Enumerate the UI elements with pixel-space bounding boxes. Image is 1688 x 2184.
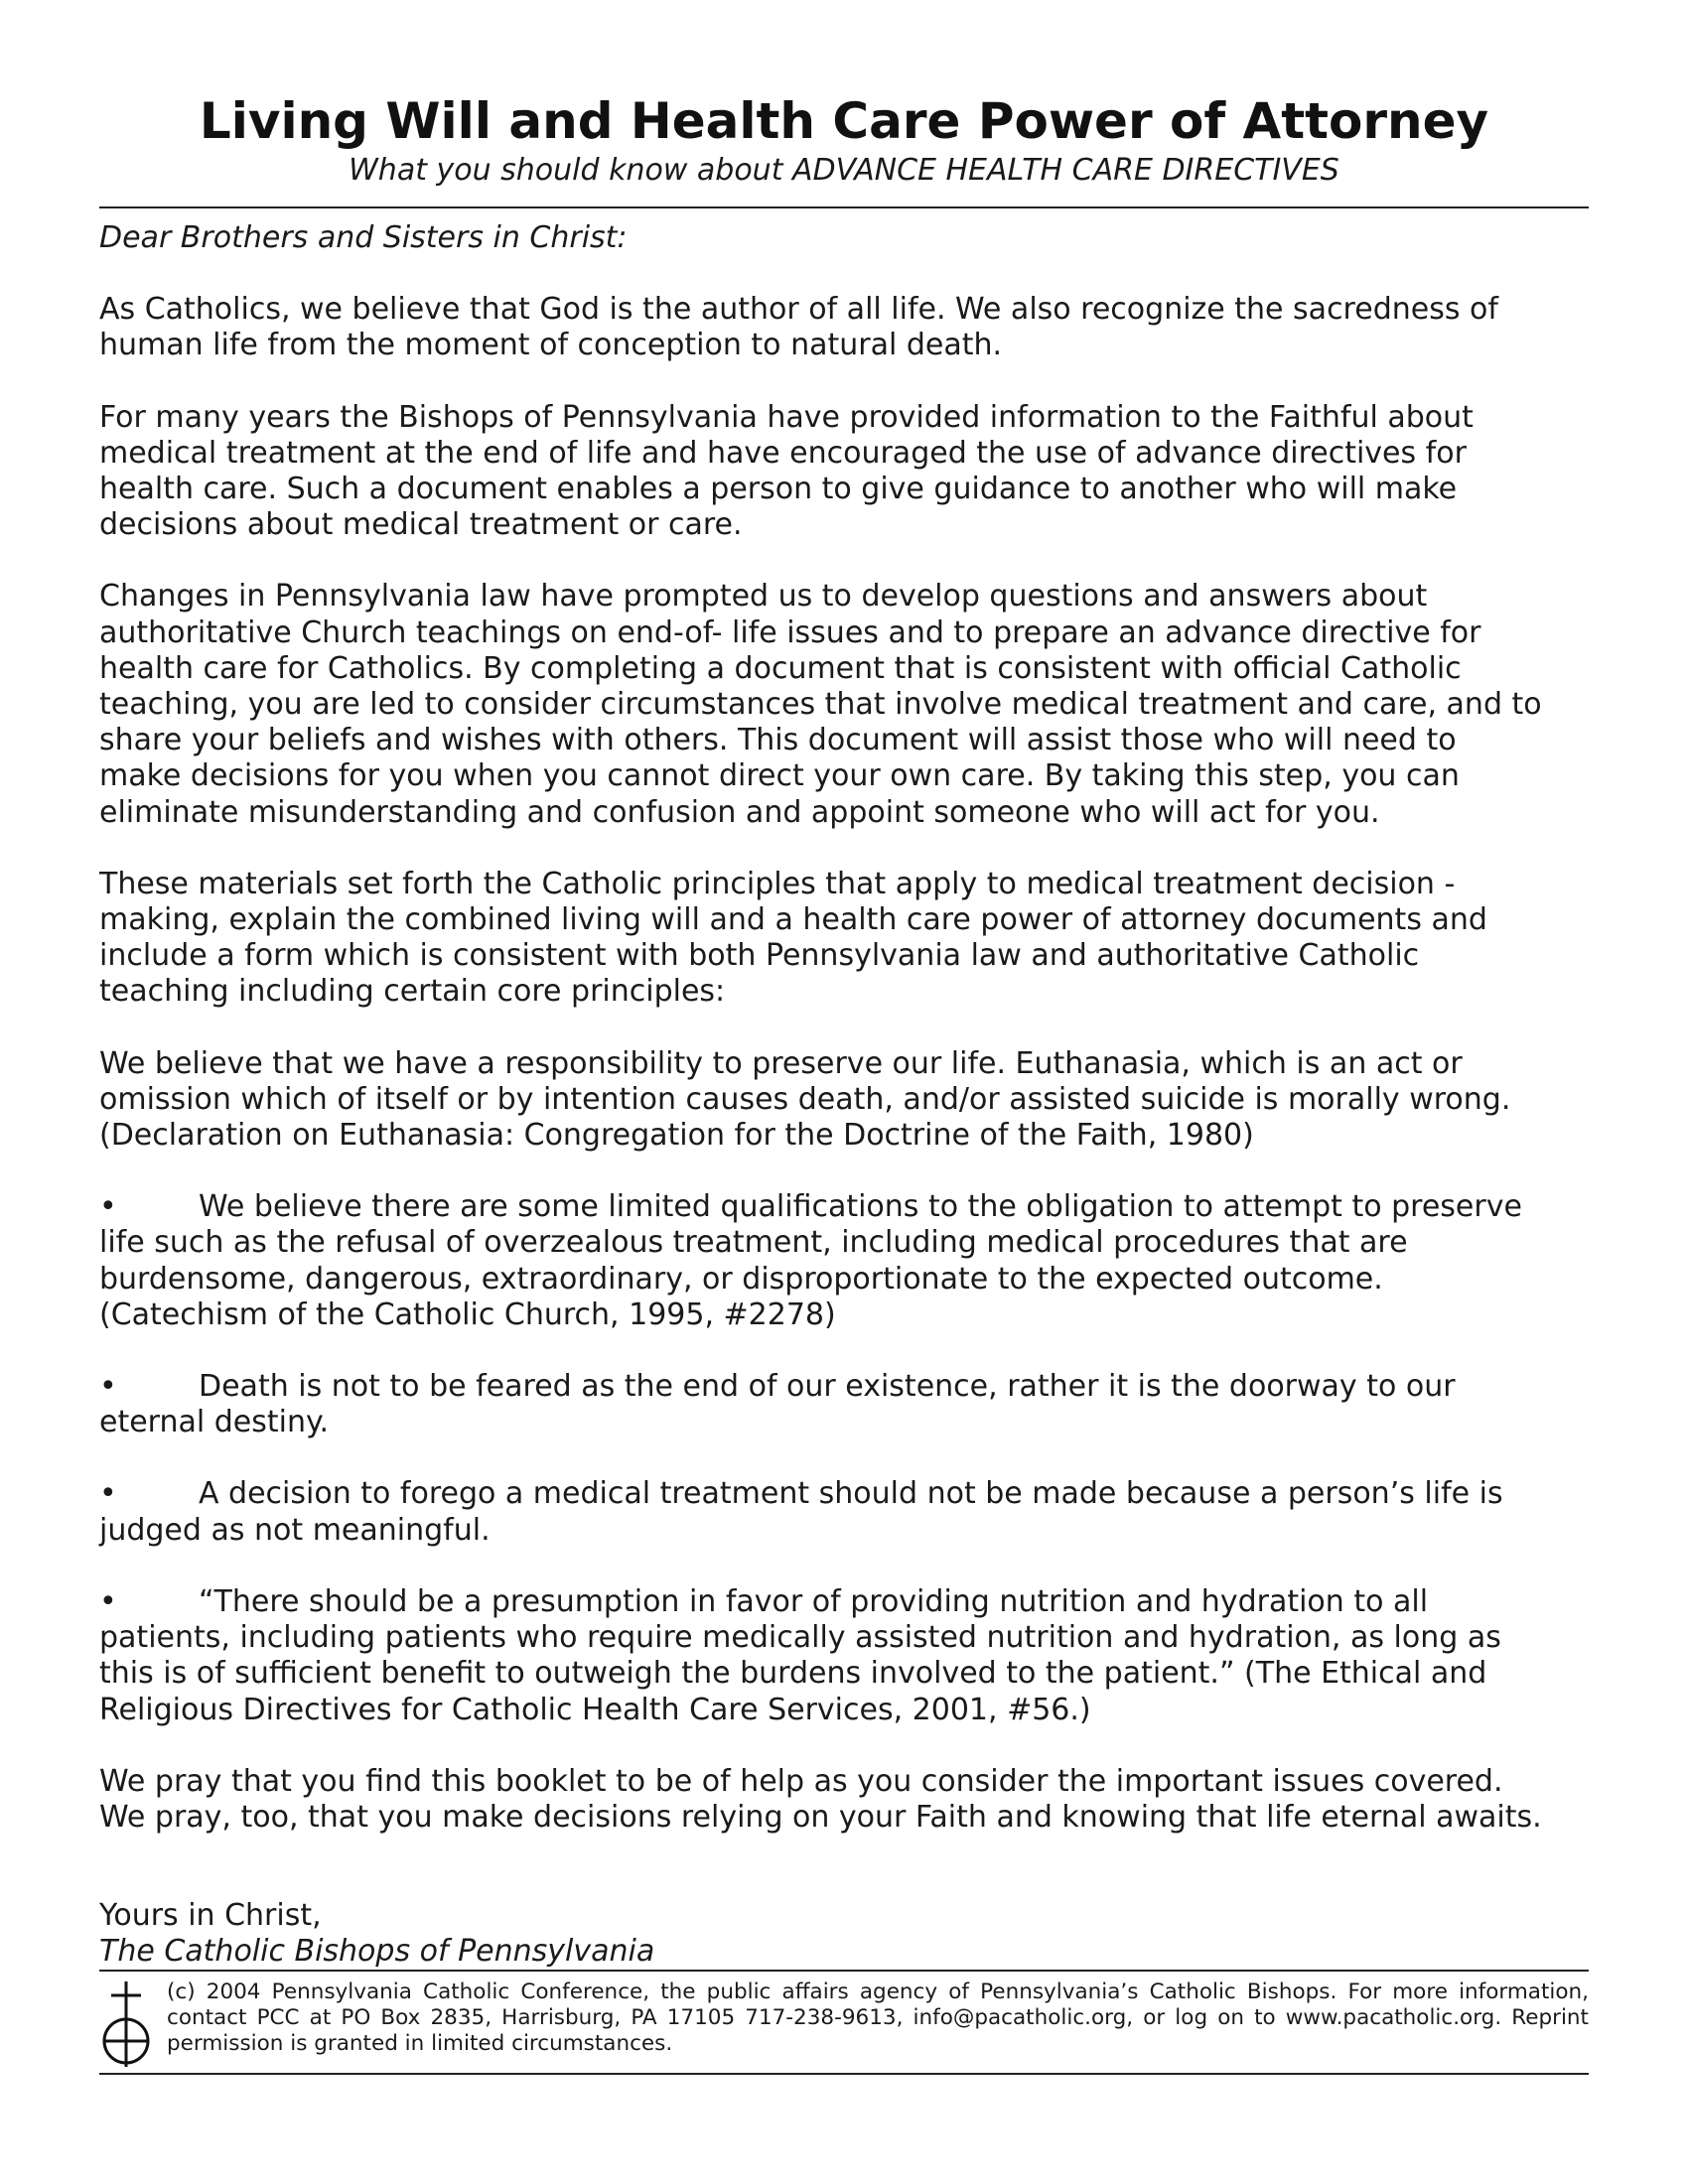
paragraph: As Catholics, we believe that God is the author of all life. We also recognize the sacredness of human life from the moment of conception to natural death. [99, 292, 1498, 363]
page-title: Living Will and Health Care Power of Attorney [199, 92, 1489, 150]
paragraph: For many years the Bishops of Pennsylvania have provided information to the Faithful about medical treatment at the end of life and have encouraged the use of advance directives for health care. Such a document enables a person to give guidance to another who will make decisions about medical treatment or care. [99, 399, 1474, 543]
bullet-marker: • [99, 1369, 117, 1405]
bullet-text: “There should be a presumption in favor of providing nutrition and hydration to all patients, including patients who require medically assisted nutrition and hydration, as long as this is of sufficient benefit to outweigh the burdens involved to the patient.” (The Ethical and Religious Directives for Catholic Health Care Services, 2001, #56.) [99, 1583, 1501, 1727]
page-subtitle: What you should know about ADVANCE HEALTH CARE DIRECTIVES [349, 153, 1339, 188]
paragraph: We believe that we have a responsibility to preserve our life. Euthanasia, which is an act or omission which of itself or by intention causes death, and/or assisted suicide is morally wrong. (Declaration on Euthanasia: Congregation for the Doctrine of the Faith, 1980) [99, 1045, 1511, 1154]
footer-copyright: (c) 2004 Pennsylvania Catholic Conference, the public affairs agency of Pennsylvania’s Catholic Bishops. For more information, contact PCC at PO Box 2835, Harrisburg, PA 17105 717-238-9613, info@pacatholic.org, or log on to www.pacatholic.org. Reprint permission is granted in limited circumstances. [167, 1979, 1589, 2056]
bullet-marker: • [99, 1189, 117, 1225]
cross-over-globe-icon [99, 1979, 153, 2069]
closing-block [99, 1898, 1589, 1970]
letter-body [99, 220, 1589, 1871]
bullet-marker: • [99, 1476, 117, 1512]
header-divider [99, 206, 1589, 208]
bullet-text: A decision to forego a medical treatment should not be made because a person’s life is judged as not meaningful. [99, 1476, 1503, 1548]
paragraph: Changes in Pennsylvania law have prompted us to develop questions and answers about authoritative Church teachings on end-of- life issues and to prepare an advance directive for health care for Catholics. By completing a document that is consistent with official Catholic teaching, you are led to consider circumstances that involve medical treatment and care, and to share your beliefs and wishes with others. This document will assist those who will need to make decisions for you when you cannot direct your own care. By taking this step, you can eliminate misunderstanding and confusion and appoint someone who will act for you. [99, 579, 1542, 830]
bullet-marker: • [99, 1583, 117, 1619]
final-paragraph: We pray that you find this booklet to be of help as you consider the important issues covered. We pray, too, that you make decisions relying on your Faith and knowing that life eternal awaits. [99, 1763, 1542, 1835]
bullet-item [99, 1584, 1589, 1728]
bullet-text: Death is not to be feared as the end of our existence, rather it is the doorway to our eternal destiny. [99, 1369, 1456, 1440]
salutation: Dear Brothers and Sisters in Christ: [99, 220, 628, 255]
bullet-item [99, 1476, 1589, 1548]
valediction: Yours in Christ, [99, 1898, 322, 1933]
paragraph: These materials set forth the Catholic principles that apply to medical treatment decision - making, explain the combined living will and a health care power of attorney documents and include a form which is consistent with both Pennsylvania law and authoritative Catholic teaching including certain core principles: [99, 866, 1487, 1010]
footer-top-divider [99, 1970, 1589, 1972]
footer [99, 1979, 1589, 2069]
bullet-item [99, 1369, 1589, 1440]
bullet-item [99, 1189, 1589, 1333]
signer-name: The Catholic Bishops of Pennsylvania [99, 1934, 655, 1969]
footer-bottom-divider [99, 2073, 1589, 2075]
bullet-text: We believe there are some limited qualifications to the obligation to attempt to preserve life such as the refusal of overzealous treatment, including medical procedures that are burdensome, dangerous, extraordinary, or disproportionate to the expected outcome. (Catechism of the Catholic Church, 1995, #2278) [99, 1189, 1522, 1332]
